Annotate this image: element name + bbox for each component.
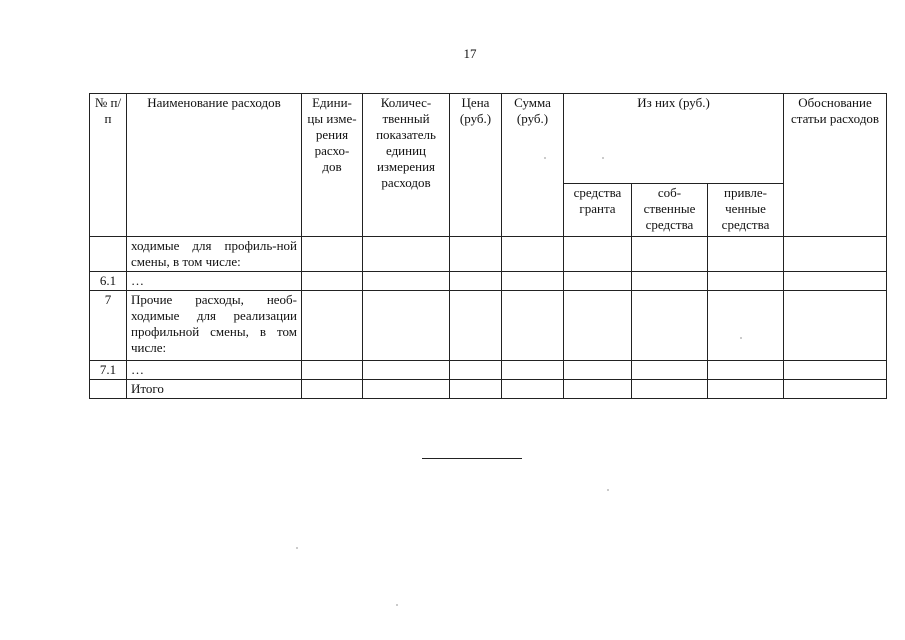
scan-speck	[296, 547, 298, 549]
table-header-row	[90, 94, 887, 184]
header-grant-funds: средства гранта	[564, 184, 632, 237]
row-cell	[363, 380, 450, 399]
row-cell	[302, 361, 363, 380]
row-expense-name: …	[127, 272, 302, 291]
row-number: 6.1	[90, 272, 127, 291]
row-cell	[363, 272, 450, 291]
row-cell	[632, 291, 708, 361]
row-cell	[632, 361, 708, 380]
row-cell	[302, 237, 363, 272]
row-cell	[564, 361, 632, 380]
row-cell	[632, 237, 708, 272]
table-row	[90, 237, 887, 272]
table-row	[90, 361, 887, 380]
scan-speck	[607, 489, 609, 491]
header-number: № п/п	[90, 94, 127, 237]
row-cell	[708, 361, 784, 380]
header-sum: Сумма (руб.)	[502, 94, 564, 237]
row-cell	[450, 291, 502, 361]
row-cell	[784, 361, 887, 380]
row-cell	[450, 361, 502, 380]
row-cell	[502, 291, 564, 361]
row-expense-name: Прочие расходы, необ-ходимые для реализации профильной смены, в том числе:	[127, 291, 302, 361]
scan-speck	[396, 604, 398, 606]
header-expense-name: Наименование расходов	[127, 94, 302, 237]
page-number: 17	[463, 46, 477, 61]
budget-table	[89, 93, 887, 399]
footnote-separator-line	[422, 458, 522, 459]
row-number: 7	[90, 291, 127, 361]
row-expense-name: ходимые для профиль-ной смены, в том числе:	[127, 237, 302, 272]
row-cell	[363, 237, 450, 272]
header-attracted-funds: привле-ченные средства	[708, 184, 784, 237]
row-cell	[450, 272, 502, 291]
table-row	[90, 272, 887, 291]
row-cell	[784, 380, 887, 399]
header-own-funds: соб-ственные средства	[632, 184, 708, 237]
row-cell	[502, 380, 564, 399]
header-justification: Обоснование статьи расходов	[784, 94, 887, 237]
table-row	[90, 380, 887, 399]
row-cell	[363, 291, 450, 361]
row-cell	[502, 361, 564, 380]
header-price: Цена (руб.)	[450, 94, 502, 237]
scan-speck	[602, 157, 604, 159]
row-cell	[708, 380, 784, 399]
row-cell	[502, 237, 564, 272]
row-cell	[632, 380, 708, 399]
row-cell	[450, 237, 502, 272]
row-cell	[564, 237, 632, 272]
row-cell	[784, 272, 887, 291]
row-number	[90, 380, 127, 399]
row-cell	[363, 361, 450, 380]
header-units: Едини-цы изме-рения расхо-дов	[302, 94, 363, 237]
table-row	[90, 291, 887, 361]
row-cell	[450, 380, 502, 399]
scan-speck	[544, 157, 546, 159]
row-number: 7.1	[90, 361, 127, 380]
row-cell	[502, 272, 564, 291]
scan-speck	[740, 337, 742, 339]
row-number	[90, 237, 127, 272]
row-cell	[302, 272, 363, 291]
row-cell	[564, 380, 632, 399]
row-cell	[632, 272, 708, 291]
row-total-label: Итого	[127, 380, 302, 399]
row-cell	[302, 380, 363, 399]
row-expense-name: …	[127, 361, 302, 380]
row-cell	[708, 272, 784, 291]
header-of-which: Из них (руб.)	[564, 94, 784, 184]
row-cell	[302, 291, 363, 361]
row-cell	[708, 237, 784, 272]
row-cell	[784, 237, 887, 272]
header-quantity: Количес-твенный показатель единиц измерения расходов	[363, 94, 450, 237]
row-cell	[708, 291, 784, 361]
row-cell	[564, 272, 632, 291]
row-cell	[784, 291, 887, 361]
row-cell	[564, 291, 632, 361]
